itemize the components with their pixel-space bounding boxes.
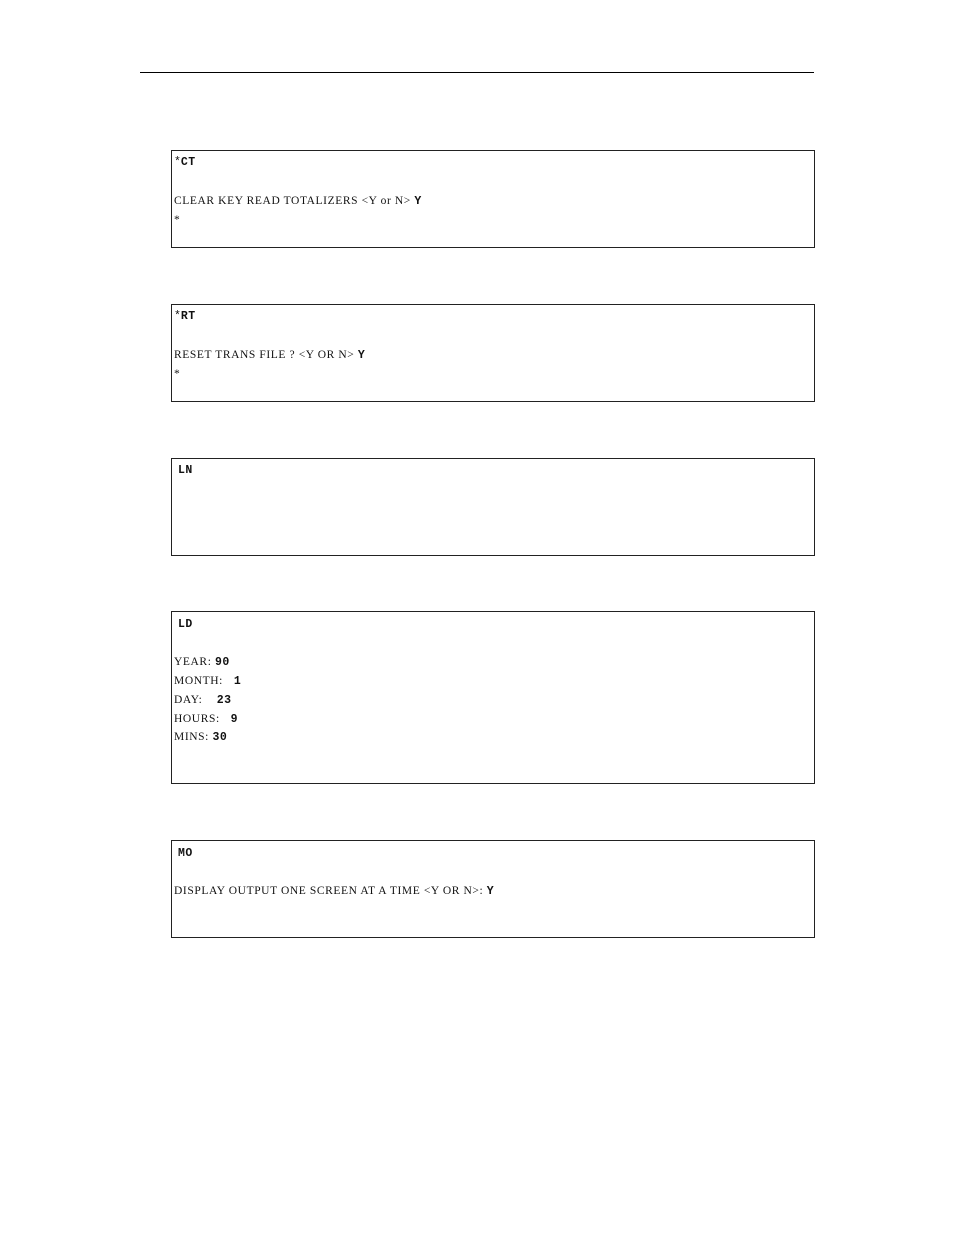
- answer-text: 23: [209, 694, 232, 707]
- command-line: *RT: [174, 310, 196, 323]
- terminal-screen-rt: [171, 304, 815, 402]
- prompt-line: RESET TRANS FILE ? <Y OR N> Y: [174, 349, 366, 362]
- answer-text: Y: [486, 885, 495, 898]
- terminal-screen-ld: [171, 611, 815, 784]
- answer-text: Y: [357, 349, 366, 362]
- command-text: LN: [178, 464, 193, 477]
- command-line: [178, 618, 193, 632]
- prompt-line: HOURS: 9: [174, 713, 239, 726]
- prompt-line: DAY: 23: [174, 694, 232, 707]
- command-line: [178, 464, 193, 478]
- answer-text: 1: [226, 675, 242, 688]
- prompt-line: *: [174, 368, 181, 380]
- prompt-line: MONTH: 1: [174, 675, 242, 688]
- command-text: LD: [178, 618, 193, 631]
- terminal-screen-ct: [171, 150, 815, 248]
- header-rule: [140, 72, 814, 73]
- command-line: [178, 847, 193, 861]
- prompt-line: YEAR: 90: [174, 656, 230, 669]
- terminal-screen-ln: [171, 458, 815, 556]
- prompt-line: DISPLAY OUTPUT ONE SCREEN AT A TIME <Y OR N>: Y: [174, 885, 495, 898]
- prompt-line: MINS: 30: [174, 731, 228, 744]
- answer-text: 9: [223, 713, 239, 726]
- command-text: CT: [180, 156, 196, 169]
- answer-text: 30: [212, 731, 228, 744]
- prompt-line: CLEAR KEY READ TOTALIZERS <Y or N> Y: [174, 195, 422, 208]
- command-line: *CT: [174, 156, 196, 169]
- command-text: RT: [180, 310, 196, 323]
- command-text: MO: [178, 847, 193, 860]
- answer-text: 90: [214, 656, 230, 669]
- prompt-line: *: [174, 214, 181, 226]
- answer-text: Y: [414, 195, 422, 208]
- terminal-screen-mo: [171, 840, 815, 938]
